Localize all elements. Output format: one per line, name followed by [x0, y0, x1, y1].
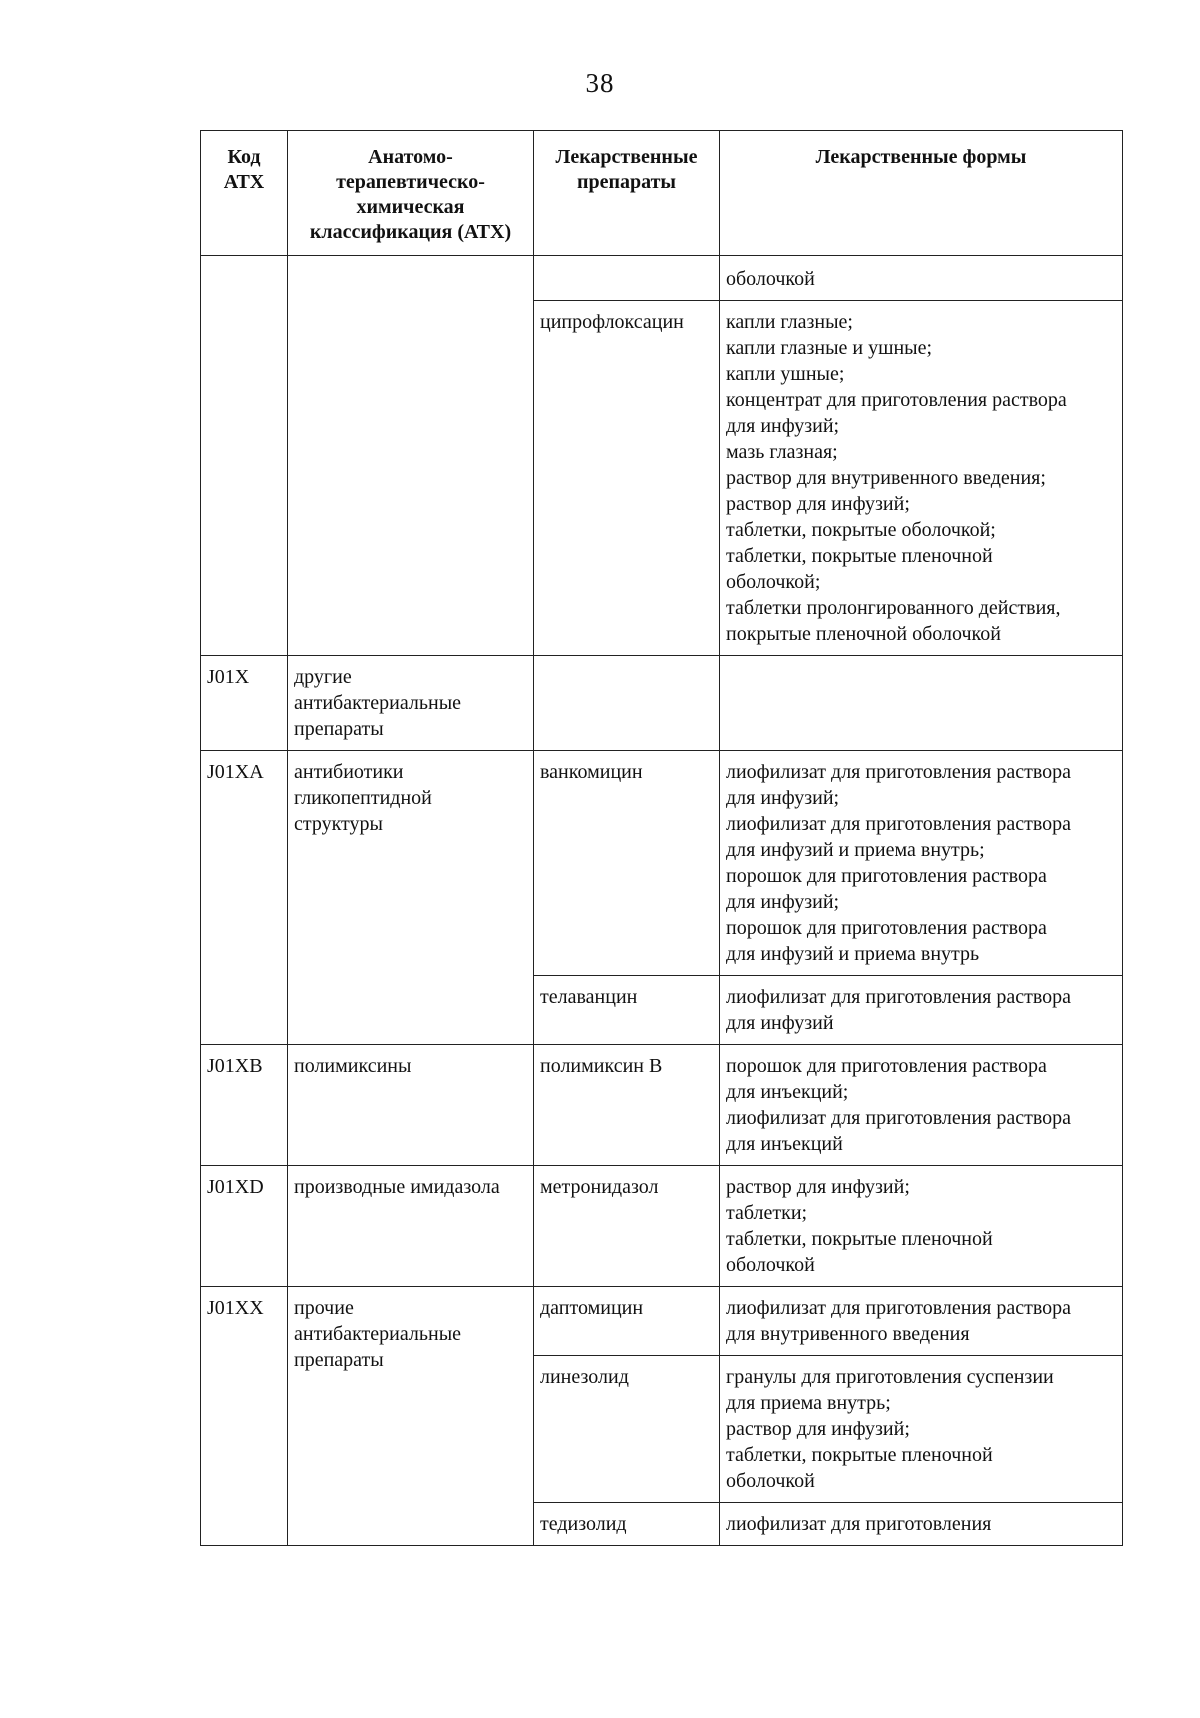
dosage-form: раствор для внутривенного введения; — [726, 467, 1046, 489]
header-line: классификация (АТХ) — [309, 221, 512, 243]
forms-cell — [720, 1287, 1123, 1356]
dosage-form: гранулы для приготовления суспензии — [726, 1366, 1054, 1388]
dosage-form: лиофилизат для приготовления раствора — [726, 986, 1072, 1008]
header-atc-classification — [288, 131, 534, 256]
drug-cell: ванкомицин — [534, 751, 720, 976]
classification-line: препараты — [294, 1349, 384, 1371]
classification-line: антибиотики — [294, 761, 404, 783]
dosage-form: для инъекций — [726, 1133, 843, 1155]
header-line: химическая — [356, 196, 465, 218]
table-row — [201, 256, 1123, 301]
dosage-form: для внутривенного введения — [726, 1323, 970, 1345]
forms-cell — [720, 1356, 1123, 1503]
classification-cell — [288, 1045, 534, 1166]
forms-cell — [720, 301, 1123, 656]
drug-cell: тедизолид — [534, 1503, 720, 1546]
table-row — [201, 751, 1123, 976]
dosage-form: оболочкой; — [726, 571, 821, 593]
dosage-form: для инфузий и приема внутрь — [726, 943, 980, 965]
classification-line: прочие — [294, 1297, 354, 1319]
classification-line: другие — [294, 666, 352, 688]
header-line: препараты — [576, 171, 677, 193]
table-row — [201, 1166, 1123, 1287]
atc-code-cell — [201, 256, 288, 656]
dosage-form: для инфузий; — [726, 787, 840, 809]
header-drugs — [534, 131, 720, 256]
dosage-form: капли глазные и ушные; — [726, 337, 933, 359]
header-line: АТХ — [223, 171, 265, 193]
dosage-form: раствор для инфузий; — [726, 1418, 910, 1440]
dosage-form: мазь глазная; — [726, 441, 838, 463]
header-line: Анатомо- — [368, 146, 453, 168]
forms-cell — [720, 976, 1123, 1045]
dosage-form: для инъекций; — [726, 1081, 849, 1103]
dosage-form: таблетки, покрытые пленочной — [726, 1444, 993, 1466]
dosage-form: раствор для инфузий; — [726, 1176, 910, 1198]
header-line: Лекарственные — [555, 146, 698, 168]
header-dosage-forms — [720, 131, 1123, 256]
dosage-form: таблетки, покрытые пленочной — [726, 1228, 993, 1250]
dosage-form: порошок для приготовления раствора — [726, 1055, 1047, 1077]
classification-cell — [288, 1287, 534, 1546]
header-line: терапевтическо- — [336, 171, 485, 193]
dosage-form: капли глазные; — [726, 311, 853, 333]
dosage-form: порошок для приготовления раствора — [726, 917, 1047, 939]
dosage-form: оболочкой — [726, 268, 815, 290]
dosage-form: концентрат для приготовления раствора — [726, 389, 1067, 411]
drug-cell: линезолид — [534, 1356, 720, 1503]
drug-table — [200, 130, 1123, 1546]
dosage-form: капли ушные; — [726, 363, 845, 385]
header-atc-code — [201, 131, 288, 256]
table-header-row — [201, 131, 1123, 256]
drug-cell — [534, 656, 720, 751]
atc-code-cell: J01XX — [201, 1287, 288, 1546]
classification-line: структуры — [294, 813, 383, 835]
drug-cell: метронидазол — [534, 1166, 720, 1287]
atc-code-cell: J01X — [201, 656, 288, 751]
forms-cell — [720, 656, 1123, 751]
dosage-form: лиофилизат для приготовления раствора — [726, 813, 1072, 835]
classification-cell — [288, 1166, 534, 1287]
forms-cell — [720, 1503, 1123, 1546]
drug-cell: ципрофлоксацин — [534, 301, 720, 656]
classification-cell — [288, 751, 534, 1045]
dosage-form: для инфузий; — [726, 891, 840, 913]
dosage-form: для инфузий и приема внутрь; — [726, 839, 985, 861]
dosage-form: оболочкой — [726, 1254, 815, 1276]
forms-cell — [720, 256, 1123, 301]
dosage-form: покрытые пленочной оболочкой — [726, 623, 1001, 645]
dosage-form: раствор для инфузий; — [726, 493, 910, 515]
forms-cell — [720, 1045, 1123, 1166]
dosage-form: таблетки пролонгированного действия, — [726, 597, 1061, 619]
atc-code-cell: J01XB — [201, 1045, 288, 1166]
dosage-form: для инфузий; — [726, 415, 840, 437]
dosage-form: таблетки, покрытые пленочной — [726, 545, 993, 567]
dosage-form: таблетки; — [726, 1202, 808, 1224]
table-row — [201, 656, 1123, 751]
dosage-form: лиофилизат для приготовления раствора — [726, 761, 1072, 783]
drug-cell: даптомицин — [534, 1287, 720, 1356]
table-row — [201, 1287, 1123, 1356]
dosage-form: для приема внутрь; — [726, 1392, 891, 1414]
dosage-form: оболочкой — [726, 1470, 815, 1492]
classification-line: антибактериальные — [294, 1323, 462, 1345]
dosage-form: лиофилизат для приготовления — [726, 1513, 992, 1535]
dosage-form: лиофилизат для приготовления раствора — [726, 1107, 1072, 1129]
header-line: Лекарственные формы — [815, 146, 1027, 168]
dosage-form: лиофилизат для приготовления раствора — [726, 1297, 1072, 1319]
atc-code-cell: J01XD — [201, 1166, 288, 1287]
classification-cell — [288, 656, 534, 751]
classification-line: препараты — [294, 718, 384, 740]
classification-line: гликопептидной — [294, 787, 432, 809]
forms-cell — [720, 1166, 1123, 1287]
drug-cell — [534, 256, 720, 301]
drug-cell: полимиксин В — [534, 1045, 720, 1166]
atc-code-cell: J01XA — [201, 751, 288, 1045]
classification-cell — [288, 256, 534, 656]
page-number: 38 — [585, 68, 615, 98]
dosage-form: таблетки, покрытые оболочкой; — [726, 519, 996, 541]
table-row — [201, 1045, 1123, 1166]
dosage-form: для инфузий — [726, 1012, 834, 1034]
classification-line: полимиксины — [294, 1055, 412, 1077]
classification-line: антибактериальные — [294, 692, 462, 714]
drug-cell: телаванцин — [534, 976, 720, 1045]
dosage-form: порошок для приготовления раствора — [726, 865, 1047, 887]
classification-line: производные имидазола — [294, 1176, 500, 1198]
forms-cell — [720, 751, 1123, 976]
header-line: Код — [227, 146, 261, 168]
